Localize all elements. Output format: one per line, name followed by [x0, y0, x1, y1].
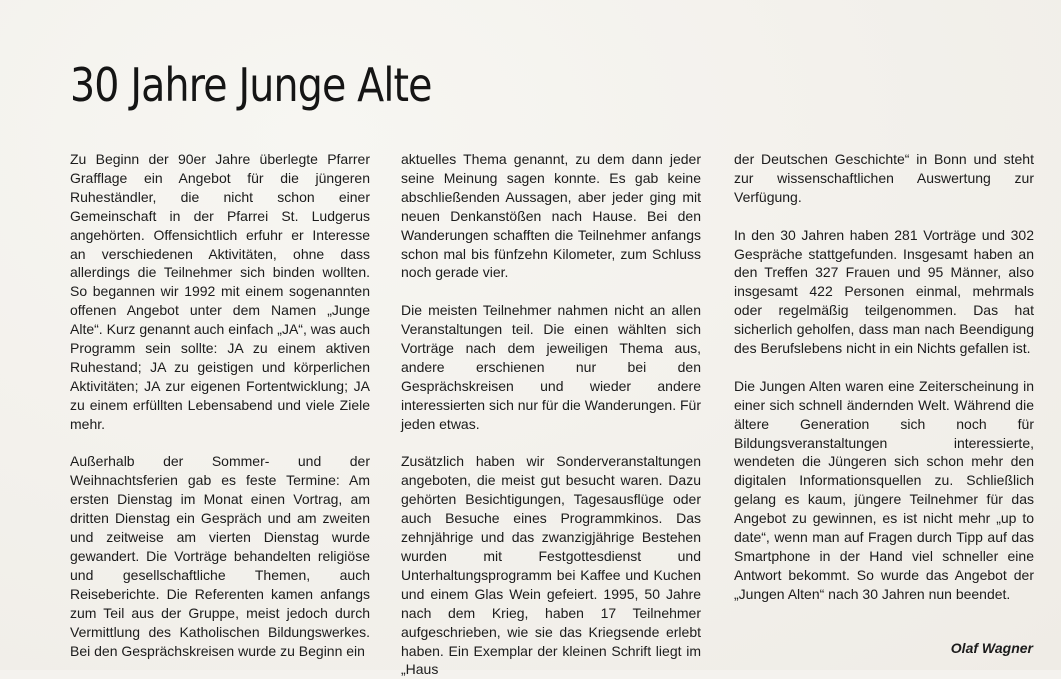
article-column-3 [734, 150, 1034, 604]
article-column-1 [70, 150, 370, 660]
paragraph: Zusätzlich haben wir Sonderveranstaltungen angeboten, die meist gut besucht waren. Dazu gehörten Besichtigungen, Tagesausflüge oder auch Besuche eines Programmkinos. Das zehnjährige und das zwanzigjährige Bestehen wurden mit Festgottesdienst und Unterhaltungsprogramm bei Kaffee und Kuchen und einem Glas Wein gefeiert. 1995, 50 Jahre nach dem Krieg, haben 17 Teilnehmer aufgeschrieben, wie sie das Kriegsende erlebt haben. Ein Exemplar der kleinen Schrift liegt im „Haus [401, 453, 701, 678]
paragraph: der Deutschen Geschichte“ in Bonn und steht zur wissenschaftlichen Auswertung zur Verfügung. [734, 151, 1034, 205]
author-byline: Olaf Wagner [950, 640, 1033, 656]
paragraph: Die meisten Teilnehmer nahmen nicht an allen Veranstaltungen teil. Die einen wählten sich Vorträge nach dem jeweiligen Thema aus, andere erschienen nur bei den Gesprächskreisen und wieder andere interessierten sich nur für die Wanderungen. Für jeden etwas. [401, 302, 701, 432]
paragraph: Außerhalb der Sommer- und der Weihnachtsferien gab es feste Termine: Am ersten Dienstag im Monat einen Vortrag, am dritten Dienstag ein Gespräch und am zweiten und zeitweise am vierten Dienstag wurde gewandert. Die Vorträge behandelten religiöse und gesellschaftliche Themen, auch Reiseberichte. Die Referenten kamen anfangs zum Teil aus der Gruppe, meist jedoch durch Vermittlung des Katholischen Bildungswerkes. Bei den Gesprächskreisen wurde zu Beginn ein [70, 453, 370, 659]
paragraph: Zu Beginn der 90er Jahre überlegte Pfarrer Grafflage ein Angebot für die jüngeren Ruheständler, die nicht schon einer Gemeinschaft in der Pfarrei St. Ludgerus angehörten. Offensichtlich erfuhr er Interesse an verschiedenen Aktivitäten, ohne dass allerdings die Teilnehmer sich binden wollten. So begannen wir 1992 mit einem sogenannten offenen Angebot unter dem Namen „Junge Alte“. Kurz genannt auch einfach „JA“, was auch Programm sein sollte: JA zu einem aktiven Ruhestand; JA zu geistigen und körperlichen Aktivitäten; JA zur eigenen Fortentwicklung; JA zu einem erfüllten Lebensabend und viele Ziele mehr. [70, 151, 370, 432]
article-column-2 [401, 150, 701, 679]
paragraph: In den 30 Jahren haben 281 Vorträge und 302 Gespräche stattgefunden. Insgesamt haben an den Treffen 327 Frauen und 95 Männer, also insgesamt 422 Personen einmal, mehrmals oder regelmäßig teilgenommen. Das hat sicherlich geholfen, dass man nach Beendigung des Berufslebens nicht in ein Nichts gefallen ist. [734, 226, 1034, 357]
paragraph: Die Jungen Alten waren eine Zeiterscheinung in einer sich schnell ändernden Welt. Während die ältere Generation sich noch für Bildungsveranstaltungen interessierte, wendeten die Jüngeren sich schon mehr den digitalen Informationsquellen zu. Schließlich gelang es kaum, jüngere Teilnehmer für das Angebot zu gewinnen, es ist nicht mehr „up to date“, wenn man auf Fragen durch Tipp auf das Smartphone in der Hand viel schneller eine Antwort bekommt. So wurde das Angebot der „Jungen Alten“ nach 30 Jahren nun beendet. [734, 377, 1034, 602]
article-title: 30 Jahre Junge Alte [70, 58, 432, 112]
paragraph: aktuelles Thema genannt, zu dem dann jeder seine Meinung sagen konnte. Es gab keine abschließenden Aussagen, aber jeder ging mit neuen Denkanstößen nach Hause. Bei den Wanderungen schafften die Teilnehmer anfangs schon mal bis fünfzehn Kilometer, zum Schluss noch gerade vier. [401, 151, 701, 281]
